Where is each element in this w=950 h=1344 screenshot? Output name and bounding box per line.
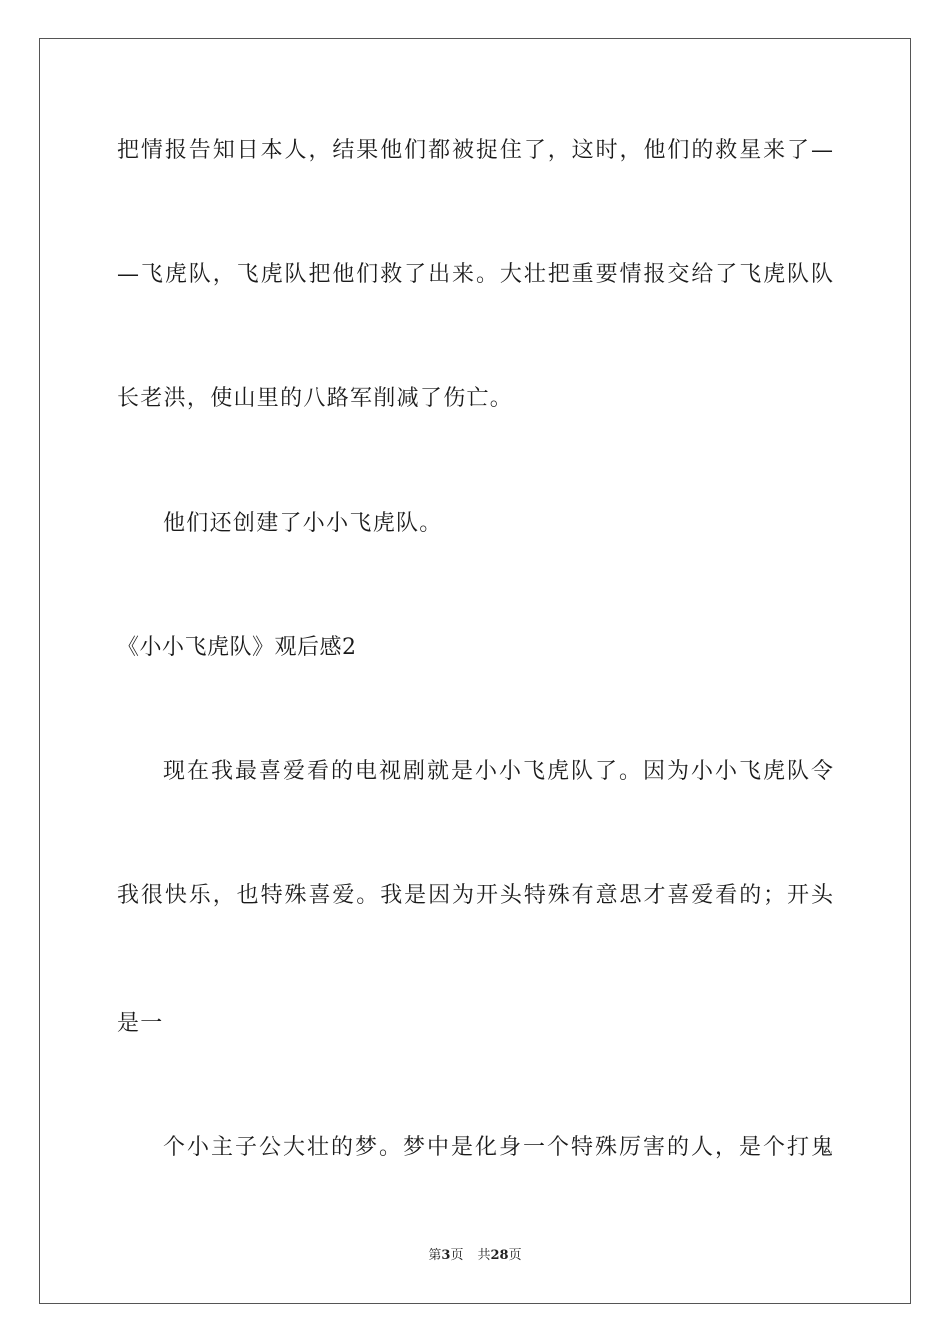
text-line-9: 个小主子公大壮的梦。梦中是化身一个特殊厉害的人，是个打鬼 <box>163 1135 833 1160</box>
text-line-6: 现在我最喜爱看的电视剧就是小小飞虎队了。因为小小飞虎队令 <box>163 759 833 784</box>
footer-total-prefix: 共 <box>477 1248 491 1263</box>
footer-total-pages: 28 <box>490 1248 509 1263</box>
footer-page-prefix: 第 <box>428 1248 442 1263</box>
footer-page-suffix: 页 <box>450 1248 464 1263</box>
footer-page-number: 3 <box>441 1248 451 1263</box>
page-footer <box>0 1247 950 1265</box>
footer-total-suffix: 页 <box>508 1248 522 1263</box>
text-line-8: 是一 <box>117 1011 164 1036</box>
page-border <box>39 38 911 1304</box>
text-line-7: 我很快乐，也特殊喜爱。我是因为开头特殊有意思才喜爱看的；开头 <box>117 883 833 908</box>
text-line-1: 把情报告知日本人，结果他们都被捉住了，这时，他们的救星来了— <box>117 138 833 163</box>
section-heading: 《小小飞虎队》观后感2 <box>117 635 357 660</box>
text-line-3: 长老洪，使山里的八路军削减了伤亡。 <box>117 386 514 411</box>
text-line-2: —飞虎队，飞虎队把他们救了出来。大壮把重要情报交给了飞虎队队 <box>117 262 833 287</box>
text-line-4: 他们还创建了小小飞虎队。 <box>163 511 443 536</box>
